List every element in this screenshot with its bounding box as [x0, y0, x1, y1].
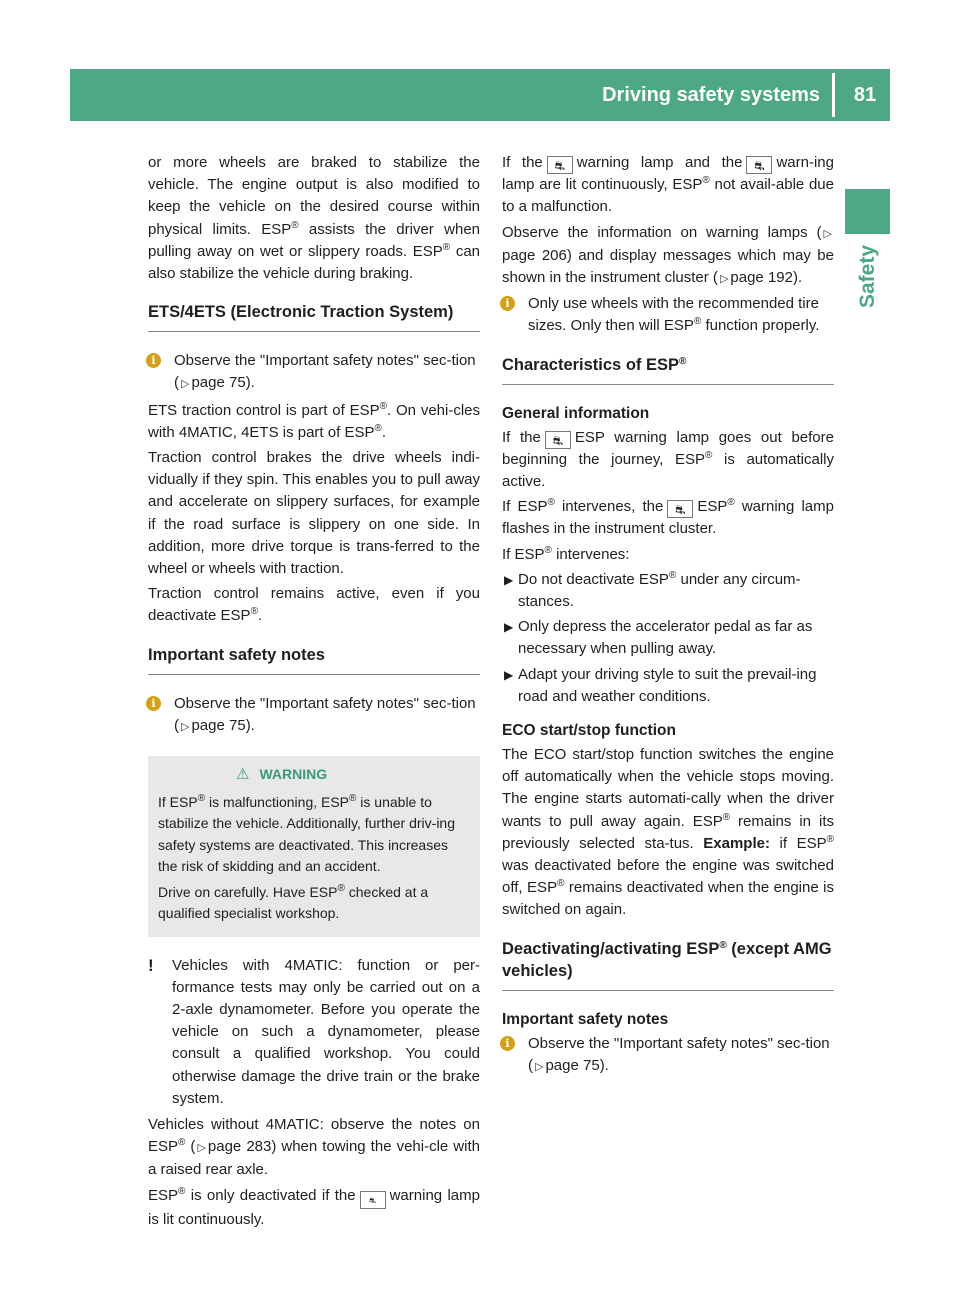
chapter-tab — [845, 189, 890, 234]
info-icon: i — [500, 1036, 515, 1051]
header-bar — [70, 69, 890, 121]
header-divider — [832, 73, 835, 117]
paragraph: If the ⛐ warning lamp and the ⛐ warn-ing lamp are lit continuously, ESP® not avail-able due to a malfunction. — [502, 154, 834, 216]
paragraph: Vehicles without 4MATIC: observe the notes on ESP® ( ▷ page 283) when towing the vehi-cle with a raised rear axle. — [148, 1115, 480, 1179]
info-icon: i — [146, 353, 161, 368]
paragraph: or more wheels are braked to stabilize the vehicle. The engine output is also modified to keep the vehicle on the desired course within physical limits. ESP® assists the driver when pulling away on wet or slippery roads. ESP® can also stabilize the vehicle during braking. — [148, 154, 481, 283]
esp-off-lamp-icon: ⛐ — [746, 156, 772, 174]
heading-general-information: General information — [502, 404, 650, 422]
paragraph: The ECO start/stop function switches the engine off automatically when the vehicle stops moving. The engine starts automati-cally when the driver wants to pull away again. ESP® remains in its previously selected sta-tus. Example: if ESP® was deactivated before the engine was switched off, ESP® remains deactivated when the engine is switched on again. — [502, 746, 834, 919]
warning-label: WARNING — [259, 766, 328, 783]
warning-text: If ESP® is malfunctioning, ESP® is unable to stabilize the vehicle. Additionally, further driv-ing safety systems are deactivated. This increases the risk of skidding and an accident. — [158, 792, 456, 875]
exclamation-icon: ! — [148, 955, 154, 975]
heading-deactivating-esp: Deactivating/activating ESP® (except AMG vehicles) — [502, 938, 834, 991]
step-item: ▶ Only depress the accelerator pedal as far as necessary when pulling away. — [504, 618, 813, 658]
paragraph: Traction control brakes the drive wheels indi-vidually if they spin. This enables you to pull away and accelerate on slippery surfaces, for example if the road surface is slippery on one side. In addition, more drive torque is trans-ferred to the wheel or wheels with traction. — [148, 449, 480, 578]
paragraph: ESP® is only deactivated if the ⛐ warning lamp is lit continuously. — [148, 1185, 480, 1228]
page-ref-arrow-icon: ▷ — [823, 227, 832, 240]
page-ref-arrow-icon: ▷ — [181, 720, 190, 733]
heading-safety-notes: Important safety notes — [502, 1010, 669, 1028]
chapter-label: Safety — [856, 244, 879, 308]
esp-warning-lamp-icon: ⛐ — [545, 431, 571, 449]
paragraph: Observe the information on warning lamps ( ▷page 206) and display messages which may be shown in the instrument cluster ( ▷ page 192). — [502, 222, 834, 291]
paragraph: If ESP® intervenes: — [502, 544, 630, 563]
page-ref-arrow-icon: ▷ — [181, 378, 190, 391]
heading-eco-start-stop: ECO start/stop function — [502, 722, 676, 740]
section-title: Driving safety systems — [602, 84, 820, 106]
notice: ! Vehicles with 4MATIC: function or per-formance tests may only be carried out on a 2-axle dynamometer. Before you operate the vehicle on such a dynamometer, please consult a qualified workshop. You could otherwise damage the drive train or the brake system. — [148, 955, 480, 1107]
esp-warning-lamp-icon: ⛐ — [547, 156, 573, 174]
page-ref-link[interactable]: page 75). — [191, 374, 255, 392]
page-ref-link[interactable]: page 75). — [191, 716, 255, 734]
page-ref-link[interactable]: page 192). — [730, 269, 803, 287]
step-item: ▶ Do not deactivate ESP® under any circum-stances. — [504, 569, 801, 611]
step-arrow-icon: ▶ — [504, 667, 514, 682]
page-ref-link[interactable]: page 283) when towing the vehi-cle with a raised rear axle. — [148, 1138, 480, 1179]
page-ref-arrow-icon: ▷ — [197, 1142, 206, 1155]
esp-warning-lamp-icon: ⛐ — [667, 500, 693, 518]
paragraph: ETS traction control is part of ESP®. On vehi-cles with 4MATIC, 4ETS is part of ESP®. — [148, 400, 480, 441]
heading-characteristics: Characteristics of ESP® — [502, 354, 834, 385]
info-note: i Observe the "Important safety notes" sec-tion ( ▷ page 75). — [148, 693, 480, 738]
step-arrow-icon: ▶ — [504, 572, 514, 587]
paragraph: Traction control remains active, even if you deactivate ESP®. — [148, 585, 480, 625]
warning-text: Drive on carefully. Have ESP® checked at a qualified specialist workshop. — [158, 882, 429, 922]
page-ref-arrow-icon: ▷ — [535, 1060, 544, 1073]
warning-triangle-icon: ⚠ — [236, 766, 250, 784]
left-column — [148, 152, 480, 1234]
info-icon: i — [146, 696, 161, 711]
info-note: i Observe the "Important safety notes" sec-tion ( ▷ page 75). — [502, 1033, 834, 1078]
warning-box — [148, 756, 480, 937]
step-item: ▶ Adapt your driving style to suit the prevail-ing road and weather conditions. — [504, 665, 817, 705]
page-ref-arrow-icon: ▷ — [719, 273, 729, 286]
esp-off-lamp-icon: ⛐ — [360, 1191, 386, 1209]
info-icon: i — [500, 296, 515, 311]
page-ref-link[interactable]: page 75). — [545, 1056, 609, 1074]
paragraph: If ESP® intervenes, the ⛐ ESP® warning lamp flashes in the instrument cluster. — [502, 497, 834, 538]
heading-safety-notes: Important safety notes — [148, 644, 480, 675]
right-column — [502, 152, 834, 1082]
heading-ets: ETS/4ETS (Electronic Traction System) — [148, 301, 480, 332]
paragraph: If the ⛐ ESP warning lamp goes out before beginning the journey, ESP® is automatically active. — [502, 428, 834, 491]
info-note: i Observe the "Important safety notes" sec-tion ( ▷ page 75). — [148, 350, 480, 395]
info-note: i Only use wheels with the recommended tire sizes. Only then will ESP® function properly. — [502, 293, 834, 337]
page-number: 81 — [853, 84, 877, 106]
step-arrow-icon: ▶ — [504, 620, 514, 635]
